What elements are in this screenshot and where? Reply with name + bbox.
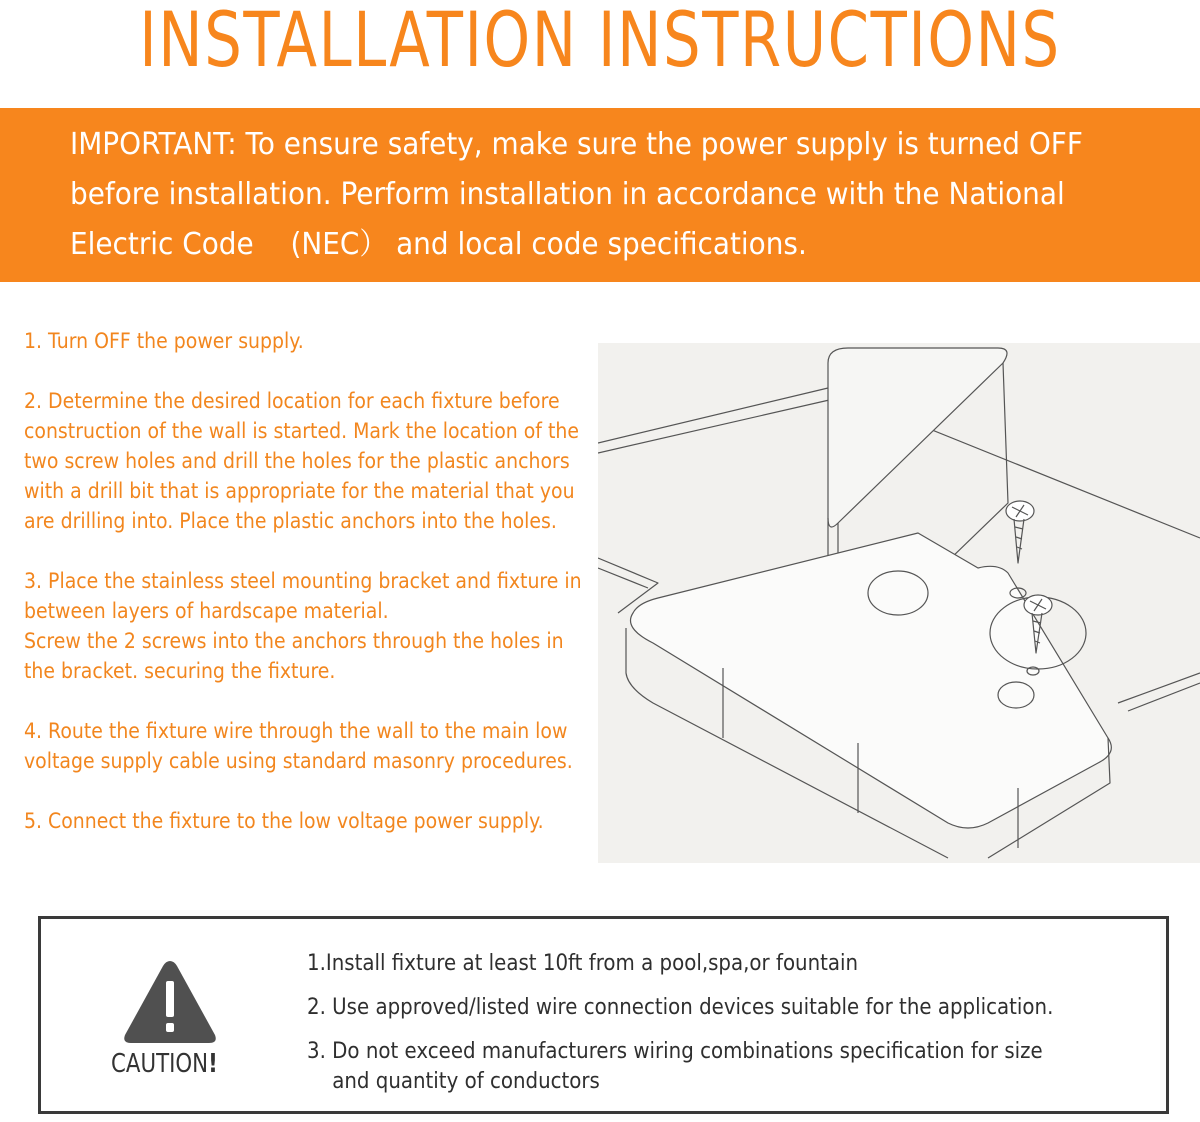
mounting-illustration [598,343,1200,863]
step-2: 2. Determine the desired location for each fixture before construction of the wall is started. Mark the location of the two screw holes and drill the holes for the plastic anchors with a drill bit that is appropriate for the material that you are drilling into. Place the plastic anchors into the holes. [24,389,579,533]
caution-item-2: 2. Use approved/listed wire connection devices suitable for the application. [307,995,1054,1020]
important-line-3: Electric Code (NEC） and local code specifications. [70,227,807,262]
caution-list [307,949,1147,1111]
important-line-1: IMPORTANT: To ensure safety, make sure the power supply is turned OFF [70,127,1083,162]
important-text [70,120,1130,270]
caution-word: CAUTION [111,1049,209,1079]
caution-label [111,1049,218,1079]
warning-triangle-icon [121,957,219,1047]
caution-exclamation: ! [208,1049,218,1079]
step-3 [24,566,595,686]
caution-item-1: 1.Install fixture at least 10ft from a pool,spa,or fountain [307,951,859,976]
caution-item-3-line-2: and quantity of conductors [332,1069,600,1094]
important-line-2: before installation. Perform installation in accordance with the National [70,177,1065,212]
step-3-part-2: Screw the 2 screws into the anchors through the holes in the bracket. securing the fixture. [24,629,564,683]
step-4: 4. Route the fixture wire through the wall to the main low voltage supply cable using standard masonry procedures. [24,719,573,773]
caution-box [38,916,1169,1114]
important-banner [0,108,1200,282]
caution-item-3 [307,1037,1144,1097]
bracket-drawing-icon [598,343,1200,863]
step-1: 1. Turn OFF the power supply. [24,329,304,353]
installation-steps [24,326,594,866]
step-3-part-1: 3. Place the stainless steel mounting bracket and fixture in between layers of hardscape material. [24,569,582,623]
page-title: INSTALLATION INSTRUCTIONS [139,0,1061,84]
caution-item-3-line-1: 3. Do not exceed manufacturers wiring combinations specification for size [307,1039,1043,1064]
step-5: 5. Connect the fixture to the low voltage power supply. [24,809,544,833]
